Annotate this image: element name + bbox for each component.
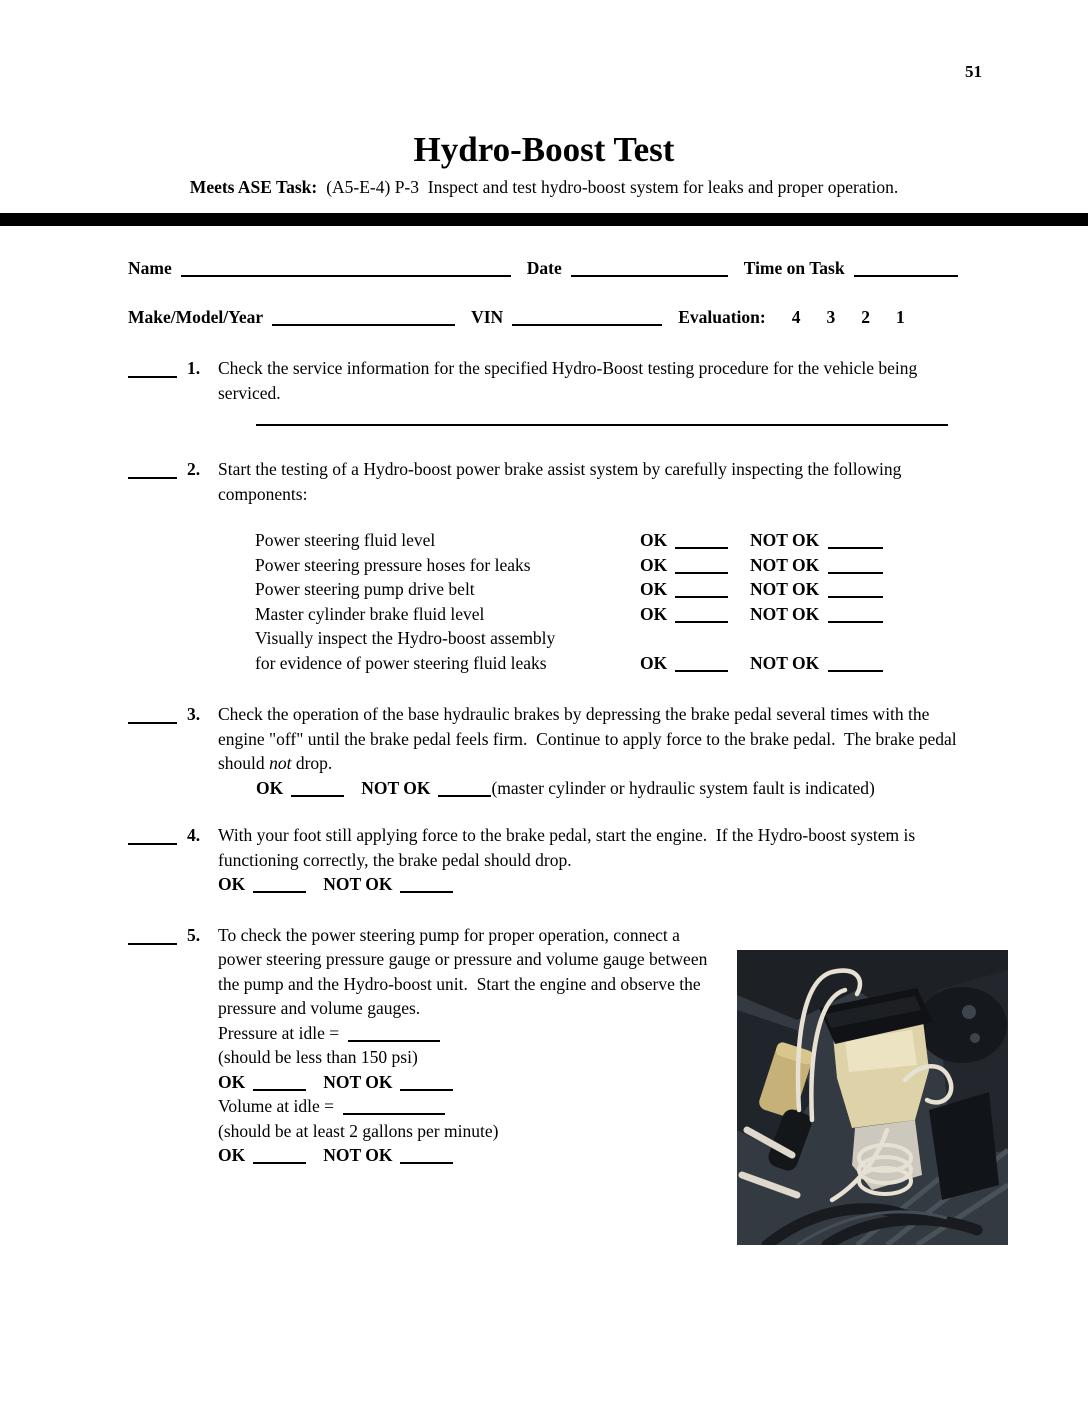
component-label: Power steering pressure hoses for leaks bbox=[255, 554, 531, 575]
ase-task-text: (A5-E-4) P-3 Inspect and test hydro-boost system for leaks and proper operation. bbox=[326, 177, 899, 197]
item-2-number: 2. bbox=[187, 459, 201, 479]
checklist-item-4 bbox=[128, 823, 958, 897]
pressure-at-idle-label: Pressure at idle = bbox=[218, 1022, 340, 1043]
item-1-answer-blank bbox=[256, 421, 948, 426]
page-number: 51 bbox=[965, 62, 982, 81]
evaluation-score-4: 4 bbox=[791, 306, 801, 327]
not-ok-label: NOT OK bbox=[750, 530, 820, 550]
item-1-text: Check the service information for the specified Hydro-Boost testing procedure for the vehicle being serviced. bbox=[218, 358, 922, 403]
not-ok-blank bbox=[828, 667, 883, 672]
pressure-note: (should be less than 150 psi) bbox=[218, 1047, 418, 1067]
not-ok-blank bbox=[828, 569, 883, 574]
item-3-text bbox=[218, 702, 962, 776]
divider-bar bbox=[0, 213, 1088, 226]
component-row bbox=[255, 528, 958, 553]
item-3-result-line bbox=[218, 776, 958, 801]
evaluation-score-3: 3 bbox=[826, 306, 836, 327]
time-on-task-blank bbox=[854, 272, 958, 277]
item-3-status-blank bbox=[128, 719, 177, 724]
volume-note: (should be at least 2 gallons per minute) bbox=[218, 1120, 499, 1141]
item-1-number: 1. bbox=[187, 358, 201, 378]
ok-label: OK bbox=[640, 554, 668, 575]
item-1-status-blank bbox=[128, 373, 177, 378]
evaluation-label: Evaluation: bbox=[678, 306, 766, 327]
item-4-status-blank bbox=[128, 840, 177, 845]
not-ok-label: NOT OK bbox=[361, 777, 431, 798]
ok-label: OK bbox=[218, 1071, 246, 1092]
item-5-text: To check the power steering pump for proper operation, connect a power steering pressure gauge or pressure and volume gauge between the pump and the Hydro-boost unit. Start the engine and observe the pressure and volume gauges. bbox=[218, 924, 712, 1018]
not-ok-blank bbox=[438, 792, 491, 797]
item-4-result-line bbox=[218, 872, 958, 897]
checklist-item-3 bbox=[128, 702, 962, 800]
component-row bbox=[255, 602, 958, 627]
checklist-item-1 bbox=[128, 356, 958, 426]
time-on-task-label: Time on Task bbox=[743, 258, 845, 278]
component-label: Power steering pump drive belt bbox=[255, 579, 475, 599]
name-label: Name bbox=[128, 258, 172, 278]
ok-blank bbox=[675, 618, 728, 623]
not-ok-label: NOT OK bbox=[750, 603, 820, 624]
item-4-text: With your foot still applying force to the brake pedal, start the engine. If the Hydro-boost system is functioning correctly, the brake pedal should drop. bbox=[218, 825, 920, 870]
item-3-text-before: Check the operation of the base hydraulic brakes by depressing the brake pedal several times with the engine "off" until the brake pedal feels firm. Continue to apply force to the brake pedal. The brake pedal should bbox=[218, 704, 962, 773]
ok-label: OK bbox=[640, 530, 668, 550]
volume-at-idle-label: Volume at idle = bbox=[218, 1096, 334, 1116]
not-ok-label: NOT OK bbox=[750, 652, 820, 673]
ok-blank bbox=[253, 1086, 306, 1091]
item-5-number: 5. bbox=[187, 924, 201, 945]
item-2-text: Start the testing of a Hydro-boost power brake assist system by carefully inspecting the following components: bbox=[218, 459, 906, 504]
not-ok-blank bbox=[828, 618, 883, 623]
item-4-number: 4. bbox=[187, 825, 201, 845]
not-ok-label: NOT OK bbox=[750, 579, 820, 599]
component-row bbox=[255, 626, 958, 651]
ok-blank bbox=[253, 888, 306, 893]
component-label: Visually inspect the Hydro-boost assembly bbox=[255, 628, 556, 648]
component-checklist bbox=[255, 528, 958, 675]
ok-blank bbox=[253, 1159, 306, 1164]
not-ok-blank bbox=[400, 1086, 453, 1091]
document-title: Hydro-Boost Test bbox=[413, 130, 675, 169]
not-ok-label: NOT OK bbox=[323, 874, 393, 894]
make-model-year-blank bbox=[272, 321, 455, 326]
item-5-status-blank bbox=[128, 940, 177, 945]
not-ok-label: NOT OK bbox=[323, 1145, 393, 1165]
not-ok-blank bbox=[828, 544, 883, 549]
not-ok-label: NOT OK bbox=[323, 1071, 393, 1092]
ok-blank bbox=[291, 792, 344, 797]
component-label: for evidence of power steering fluid leaks bbox=[255, 652, 547, 673]
evaluation-score-1: 1 bbox=[895, 306, 905, 327]
ok-label: OK bbox=[256, 777, 284, 798]
not-ok-blank bbox=[828, 593, 883, 598]
item-2-status-blank bbox=[128, 474, 177, 479]
not-ok-blank bbox=[400, 1159, 453, 1164]
ase-task-line bbox=[144, 174, 944, 201]
vehicle-row bbox=[128, 305, 958, 330]
volume-blank bbox=[343, 1110, 445, 1115]
component-label: Power steering fluid level bbox=[255, 530, 436, 550]
not-ok-blank bbox=[400, 888, 453, 893]
name-row bbox=[128, 256, 958, 281]
date-label: Date bbox=[526, 258, 562, 278]
component-row bbox=[255, 553, 958, 578]
ok-label: OK bbox=[218, 1145, 246, 1165]
ok-label: OK bbox=[640, 579, 668, 599]
ok-label: OK bbox=[640, 603, 668, 624]
engine-compartment-photo bbox=[737, 950, 1008, 1245]
vin-label: VIN bbox=[471, 306, 504, 327]
ok-label: OK bbox=[640, 652, 668, 673]
ok-blank bbox=[675, 593, 728, 598]
component-row bbox=[255, 577, 958, 602]
name-blank bbox=[181, 272, 511, 277]
date-blank bbox=[571, 272, 728, 277]
ase-task-label: Meets ASE Task: bbox=[189, 177, 318, 197]
pressure-blank bbox=[348, 1037, 440, 1042]
component-label: Master cylinder brake fluid level bbox=[255, 603, 485, 624]
ok-blank bbox=[675, 667, 728, 672]
vin-blank bbox=[512, 321, 662, 326]
evaluation-score-2: 2 bbox=[861, 306, 870, 327]
item-3-number: 3. bbox=[187, 704, 201, 724]
not-ok-label: NOT OK bbox=[750, 554, 820, 575]
component-row bbox=[255, 651, 958, 676]
ok-label: OK bbox=[218, 874, 246, 894]
make-model-year-label: Make/Model/Year bbox=[128, 306, 264, 327]
ok-blank bbox=[675, 544, 728, 549]
item-3-result-note: (master cylinder or hydraulic system fault is indicated) bbox=[491, 777, 875, 798]
ok-blank bbox=[675, 569, 728, 574]
item-3-italic-word: not bbox=[269, 753, 292, 773]
checklist-item-2 bbox=[128, 457, 958, 675]
item-3-text-after: drop. bbox=[291, 753, 333, 773]
